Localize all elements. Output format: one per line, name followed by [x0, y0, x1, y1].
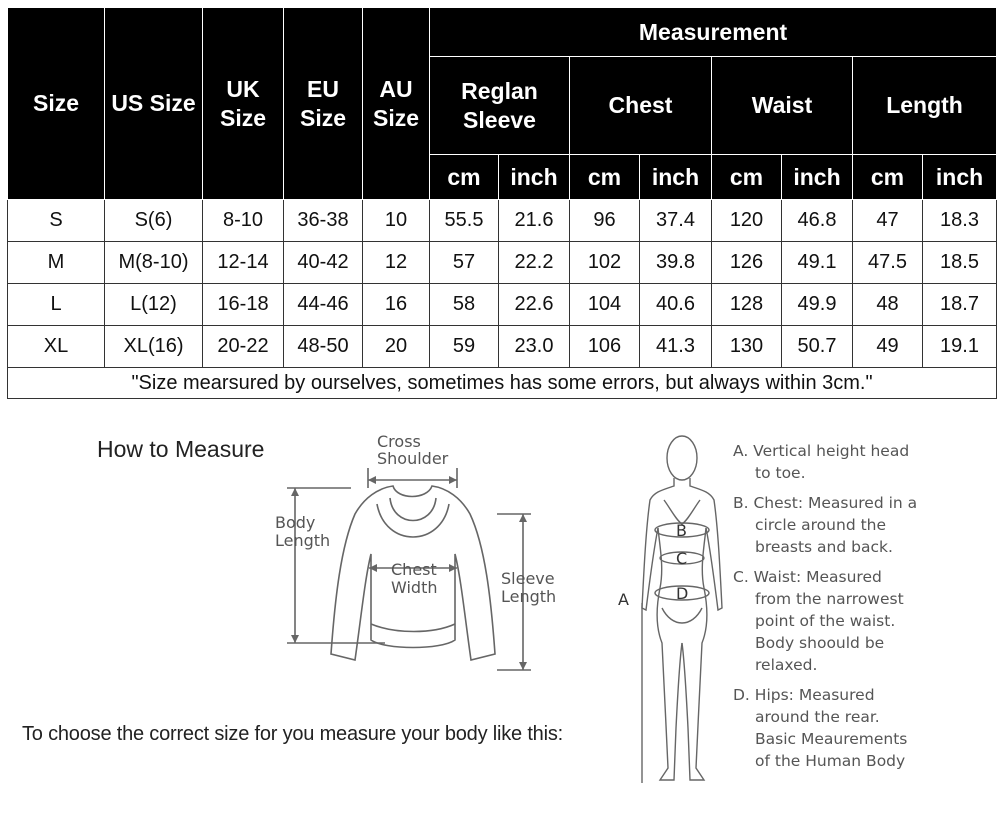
definition-line: breasts and back.: [755, 538, 893, 556]
cell-sleeve-in: 21.6: [499, 200, 570, 242]
header-au-size: AU Size: [363, 8, 430, 200]
definition-item: [733, 684, 998, 772]
cell-eu: 44-46: [284, 284, 363, 326]
definition-line: to toe.: [755, 464, 806, 482]
definition-item: [733, 492, 998, 558]
label-width: Width: [391, 578, 438, 597]
cell-eu: 36-38: [284, 200, 363, 242]
definition-first-line: D. Hips: Measured: [733, 686, 875, 704]
unit-cm: cm: [853, 155, 923, 200]
table-row: [8, 200, 997, 242]
header-us-size: US Size: [105, 8, 203, 200]
cell-eu: 48-50: [284, 326, 363, 368]
cell-au: 20: [363, 326, 430, 368]
cell-chest-cm: 106: [570, 326, 640, 368]
cell-chest-cm: 96: [570, 200, 640, 242]
cell-uk: 20-22: [203, 326, 284, 368]
cell-length-in: 18.7: [923, 284, 997, 326]
label-cross: Cross: [377, 432, 421, 451]
cell-us: M(8-10): [105, 242, 203, 284]
size-chart-table: [7, 7, 997, 399]
definition-line: Basic Meaurements: [755, 730, 908, 748]
cell-uk: 12-14: [203, 242, 284, 284]
header-measurement: Measurement: [430, 8, 997, 57]
cell-au: 10: [363, 200, 430, 242]
cell-length-cm: 47: [853, 200, 923, 242]
cell-sleeve-cm: 58: [430, 284, 499, 326]
cell-au: 16: [363, 284, 430, 326]
header-length: Length: [853, 57, 997, 155]
table-row: [8, 326, 997, 368]
definition-item: [733, 440, 998, 484]
cell-sleeve-in: 22.6: [499, 284, 570, 326]
unit-inch: inch: [499, 155, 570, 200]
header-eu-size: EU Size: [284, 8, 363, 200]
cell-chest-cm: 104: [570, 284, 640, 326]
label-chest: Chest: [391, 560, 437, 579]
unit-cm: cm: [430, 155, 499, 200]
table-row: [8, 284, 997, 326]
cell-size: L: [8, 284, 105, 326]
definition-line: from the narrowest: [755, 590, 904, 608]
cell-eu: 40-42: [284, 242, 363, 284]
cell-uk: 16-18: [203, 284, 284, 326]
cell-size: S: [8, 200, 105, 242]
cell-size: M: [8, 242, 105, 284]
table-note: "Size mearsured by ourselves, sometimes has some errors, but always within 3cm.": [8, 368, 997, 399]
cell-length-cm: 48: [853, 284, 923, 326]
cell-us: XL(16): [105, 326, 203, 368]
how-to-measure-title: How to Measure: [97, 436, 265, 462]
header-uk-size: UK Size: [203, 8, 284, 200]
cell-us: L(12): [105, 284, 203, 326]
definition-line: Body shoould be: [755, 634, 885, 652]
cell-waist-cm: 120: [712, 200, 782, 242]
header-size: Size: [8, 8, 105, 200]
choose-size-instruction: To choose the correct size for you measure your body like this:: [22, 723, 563, 745]
header-waist: Waist: [712, 57, 853, 155]
cell-waist-cm: 126: [712, 242, 782, 284]
definition-first-line: A. Vertical height head: [733, 442, 910, 460]
cell-chest-in: 39.8: [640, 242, 712, 284]
cell-chest-in: 40.6: [640, 284, 712, 326]
header-chest: Chest: [570, 57, 712, 155]
label-body-length: Length: [275, 531, 331, 550]
unit-inch: inch: [640, 155, 712, 200]
cell-sleeve-cm: 59: [430, 326, 499, 368]
definition-line: around the rear.: [755, 708, 880, 726]
label-sleeve-length: Length: [501, 587, 557, 606]
cell-sleeve-cm: 57: [430, 242, 499, 284]
label-shoulder: Shoulder: [377, 449, 449, 468]
label-b: B: [676, 521, 687, 540]
cell-waist-in: 49.9: [782, 284, 853, 326]
cell-au: 12: [363, 242, 430, 284]
definition-line: of the Human Body: [755, 752, 906, 770]
cell-length-in: 18.3: [923, 200, 997, 242]
unit-inch: inch: [782, 155, 853, 200]
unit-cm: cm: [570, 155, 640, 200]
garment-diagram: [265, 428, 575, 683]
cell-chest-in: 37.4: [640, 200, 712, 242]
cell-sleeve-in: 22.2: [499, 242, 570, 284]
definition-line: point of the waist.: [755, 612, 896, 630]
label-c: C: [676, 549, 688, 568]
cell-waist-in: 46.8: [782, 200, 853, 242]
cell-us: S(6): [105, 200, 203, 242]
table-row: [8, 242, 997, 284]
cell-sleeve-cm: 55.5: [430, 200, 499, 242]
cell-uk: 8-10: [203, 200, 284, 242]
unit-cm: cm: [712, 155, 782, 200]
definition-item: [733, 566, 998, 676]
cell-waist-in: 50.7: [782, 326, 853, 368]
definition-first-line: C. Waist: Measured: [733, 568, 882, 586]
label-sleeve: Sleeve: [501, 569, 555, 588]
cell-sleeve-in: 23.0: [499, 326, 570, 368]
measurement-definitions: [733, 440, 998, 780]
cell-length-cm: 47.5: [853, 242, 923, 284]
label-a: A: [618, 590, 629, 609]
label-d: D: [676, 584, 689, 603]
header-reglan-sleeve: Reglan Sleeve: [430, 57, 570, 155]
cell-size: XL: [8, 326, 105, 368]
definition-line: relaxed.: [755, 656, 818, 674]
cell-length-in: 19.1: [923, 326, 997, 368]
definition-first-line: B. Chest: Measured in a: [733, 494, 918, 512]
unit-inch: inch: [923, 155, 997, 200]
cell-length-cm: 49: [853, 326, 923, 368]
cell-waist-cm: 130: [712, 326, 782, 368]
cell-waist-cm: 128: [712, 284, 782, 326]
cell-chest-in: 41.3: [640, 326, 712, 368]
definition-line: circle around the: [755, 516, 887, 534]
cell-waist-in: 49.1: [782, 242, 853, 284]
label-body: Body: [275, 513, 316, 532]
head-outline: [667, 436, 697, 480]
human-body-diagram: [612, 428, 732, 808]
cell-length-in: 18.5: [923, 242, 997, 284]
cell-chest-cm: 102: [570, 242, 640, 284]
